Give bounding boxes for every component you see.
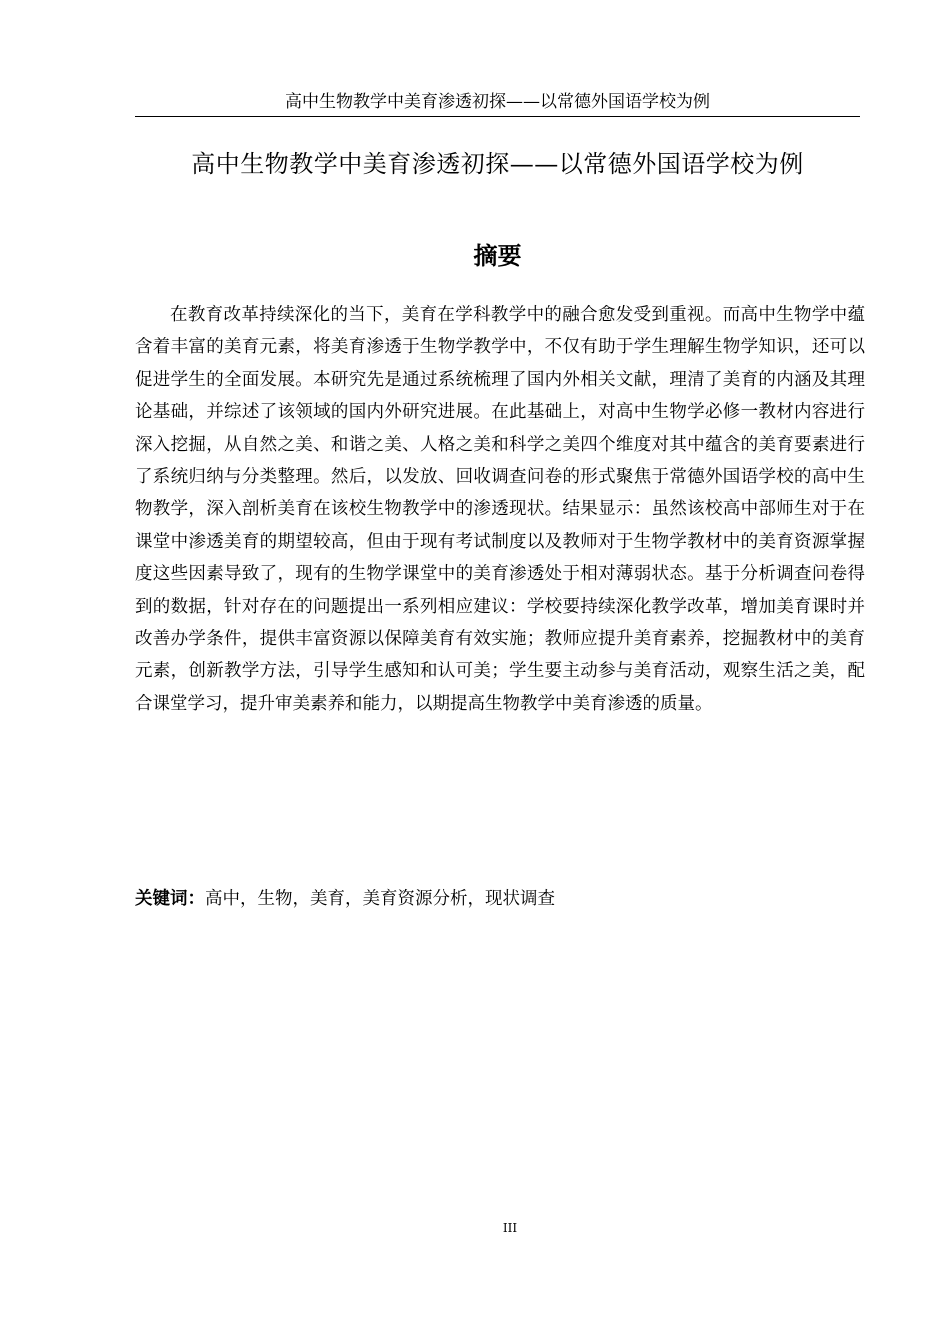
- document-title: 高中生物教学中美育渗透初探——以常德外国语学校为例: [191, 150, 804, 178]
- running-header: 高中生物教学中美育渗透初探——以常德外国语学校为例: [135, 90, 860, 117]
- keywords-text: 高中，生物，美育，美育资源分析，现状调查: [205, 889, 555, 909]
- abstract-heading: 摘要: [473, 242, 522, 270]
- abstract-body: [135, 299, 865, 720]
- page-number: III: [502, 1221, 518, 1235]
- abstract-paragraph: 在教育改革持续深化的当下，美育在学科教学中的融合愈发受到重视。而高中生物学中蕴含着丰富的美育元素，将美育渗透于生物学教学中，不仅有助于学生理解生物学知识，还可以促进学生的全面发展。本研究先是通过系统梳理了国内外相关文献，理清了美育的内涵及其理论基础，并综述了该领域的国内外研究进展。在此基础上，对高中生物学必修一教材内容进行深入挖掘，从自然之美、和谐之美、人格之美和科学之美四个维度对其中蕴含的美育要素进行了系统归纳与分类整理。然后，以发放、回收调查问卷的形式聚焦于常德外国语学校的高中生物教学，深入剖析美育在该校生物教学中的渗透现状。结果显示：虽然该校高中部师生对于在课堂中渗透美育的期望较高，但由于现有考试制度以及教师对于生物学教材中的美育资源掌握度这些因素导致了，现有的生物学课堂中的美育渗透处于相对薄弱状态。基于分析调查问卷得到的数据，针对存在的问题提出一系列相应建议：学校要持续深化教学改革，增加美育课时并改善办学条件，提供丰富资源以保障美育有效实施；教师应提升美育素养，挖掘教材中的美育元素，创新教学方法，引导学生感知和认可美；学生要主动参与美育活动，观察生活之美，配合课堂学习，提升审美素养和能力，以期提高生物教学中美育渗透的质量。: [135, 305, 865, 714]
- keywords-line: [135, 884, 860, 914]
- keywords-label: 关键词：: [135, 889, 205, 909]
